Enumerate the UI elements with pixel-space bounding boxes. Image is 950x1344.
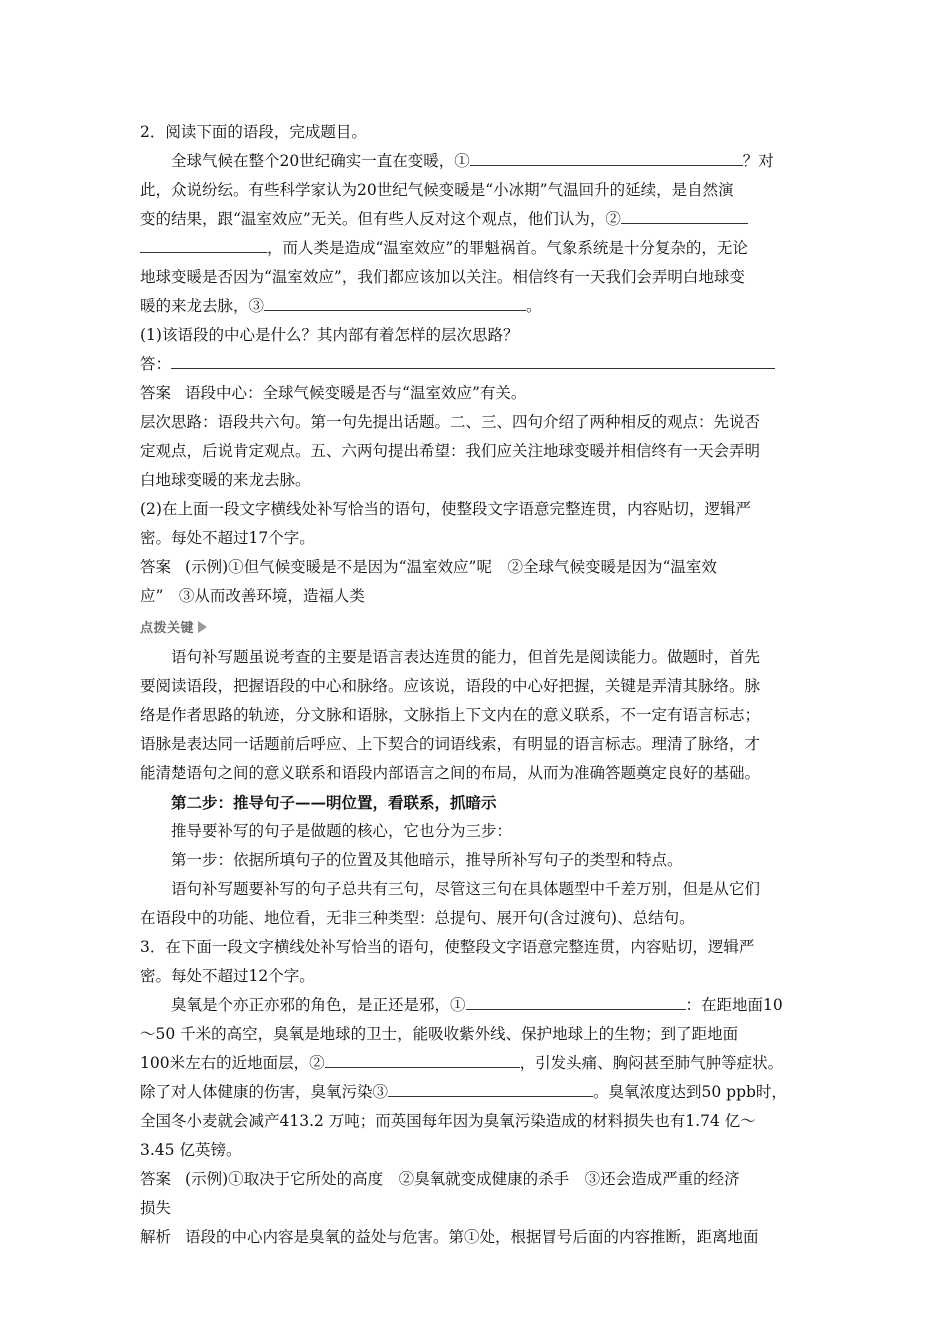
passage-line: 变的结果，跟“温室效应”无关。但有些人反对这个观点，他们认为，② bbox=[140, 205, 812, 234]
answer-text: 答案 (示例)①但气候变暖是不是因为“温室效应”呢 ②全球气候变暖是因为“温室效 bbox=[140, 553, 812, 582]
answer-line: 答： bbox=[140, 350, 812, 379]
answer-blank-2[interactable] bbox=[325, 1049, 520, 1068]
step-2-heading: 第二步：推导句子——明位置，看联系，抓暗示 bbox=[171, 793, 497, 812]
answer-blank-2-cont[interactable] bbox=[140, 234, 267, 253]
answer-text: 定观点，后说肯定观点。五、六两句提出希望：我们应关注地球变暖并相信终有一天会弄明 bbox=[140, 442, 761, 460]
passage-line: 臭氧是个亦正亦邪的角色，是正还是邪，① ：在距地面10 bbox=[140, 991, 812, 1020]
answer-blank-3[interactable] bbox=[388, 1078, 593, 1097]
sub-question-1: (1)该语段的中心是什么？其内部有着怎样的层次思路？ bbox=[140, 326, 519, 344]
tip-paragraph: 语句补写题虽说考查的主要是语言表达连贯的能力，但首先是阅读能力。做题时，首先 bbox=[171, 648, 761, 666]
answer-blank-2[interactable] bbox=[621, 205, 748, 224]
play-triangle-icon bbox=[198, 621, 207, 633]
tip-paragraph: 要阅读语段，把握语段的中心和脉络。应该说，语段的中心好把握，关键是弄清其脉络。脉 bbox=[140, 677, 761, 695]
answer-label: 答案 bbox=[140, 384, 172, 402]
tip-paragraph: 语脉是表达同一话题前后呼应、上下契合的词语线索，有明显的语言标志。理清了脉络，才 bbox=[140, 735, 761, 753]
answer-text: 答案 语段中心：全球气候变暖是否与“温室效应”有关。 bbox=[140, 379, 812, 408]
answer-text: 应” ③从而改善环境，造福人类 bbox=[140, 587, 365, 605]
answer-label: 答案 bbox=[140, 1170, 172, 1188]
answer-blank-1[interactable] bbox=[466, 991, 686, 1010]
passage-line: 全球气候在整个20世纪确实一直在变暖，① ？对 bbox=[140, 147, 812, 176]
answer-blank-3[interactable] bbox=[264, 292, 526, 311]
passage-line: ，而人类是造成“温室效应”的罪魁祸首。气象系统是十分复杂的，无论 bbox=[140, 234, 812, 263]
passage-line: 100米左右的近地面层，② ，引发头痛、胸闷甚至肺气肿等症状。 bbox=[140, 1049, 812, 1078]
answer-input-line[interactable] bbox=[171, 350, 775, 369]
answer-blank-1[interactable] bbox=[470, 147, 743, 166]
answer-text: 层次思路：语段共六句。第一句先提出话题。二、三、四句介绍了两种相反的观点：先说否 bbox=[140, 413, 761, 431]
question-3-title: 密。每处不超过12个字。 bbox=[140, 967, 315, 985]
step-2-paragraph: 第一步：依据所填句子的位置及其他暗示，推导所补写句子的类型和特点。 bbox=[171, 851, 683, 869]
explanation-text: 解析 语段的中心内容是臭氧的益处与危害。第①处，根据冒号后面的内容推断，距离地面 bbox=[140, 1223, 812, 1252]
document-body bbox=[140, 118, 812, 1252]
passage-line: 此，众说纷纭。有些科学家认为20世纪气候变暖是“小冰期”气温回升的延续，是自然演 bbox=[140, 181, 734, 199]
tip-paragraph: 能清楚语句之间的意义联系和语段内部语言之间的布局，从而为准确答题奠定良好的基础。 bbox=[140, 764, 761, 782]
passage-line: ～50 千米的高空，臭氧是地球的卫士，能吸收紫外线、保护地球上的生物；到了距地面 bbox=[140, 1025, 739, 1043]
sub-question-2: 密。每处不超过17个字。 bbox=[140, 529, 315, 547]
passage-line: 地球变暖是否因为“温室效应”，我们都应该加以关注。相信终有一天我们会弄明白地球变 bbox=[140, 268, 745, 286]
passage-line: 暖的来龙去脉，③ 。 bbox=[140, 292, 812, 321]
step-2-paragraph: 在语段中的功能、地位看，无非三种类型：总提句、展开句(含过渡句)、总结句。 bbox=[140, 909, 695, 927]
tip-heading: 点拨关键 bbox=[140, 614, 812, 643]
question-3-title: 3．在下面一段文字横线处补写恰当的语句，使整段文字语意完整连贯，内容贴切，逻辑严 bbox=[140, 938, 755, 956]
passage-line: 全国冬小麦就会减产413.2 万吨；而英国每年因为臭氧污染造成的材料损失也有1.74 亿～ bbox=[140, 1112, 756, 1130]
sub-question-2: (2)在上面一段文字横线处补写恰当的语句，使整段文字语意完整连贯，内容贴切，逻辑严 bbox=[140, 500, 751, 518]
answer-text: 损失 bbox=[140, 1199, 172, 1217]
answer-text: 白地球变暖的来龙去脉。 bbox=[140, 471, 311, 489]
step-2-paragraph: 推导要补写的句子是做题的核心，它也分为三步： bbox=[171, 822, 513, 840]
tip-paragraph: 络是作者思路的轨迹，分文脉和语脉，文脉指上下文内在的意义联系，不一定有语言标志； bbox=[140, 706, 761, 724]
answer-label: 答案 bbox=[140, 558, 172, 576]
passage-line: 3.45 亿英镑。 bbox=[140, 1141, 242, 1159]
step-2-paragraph: 语句补写题要补写的句子总共有三句，尽管这三句在具体题型中千差万别，但是从它们 bbox=[171, 880, 761, 898]
explanation-label: 解析 bbox=[140, 1228, 172, 1246]
question-2-title: 2．阅读下面的语段，完成题目。 bbox=[140, 123, 367, 141]
passage-line: 除了对人体健康的伤害，臭氧污染③ 。臭氧浓度达到50 ppb时， bbox=[140, 1078, 812, 1107]
answer-text: 答案 (示例)①取决于它所处的高度 ②臭氧就变成健康的杀手 ③还会造成严重的经济 bbox=[140, 1165, 812, 1194]
